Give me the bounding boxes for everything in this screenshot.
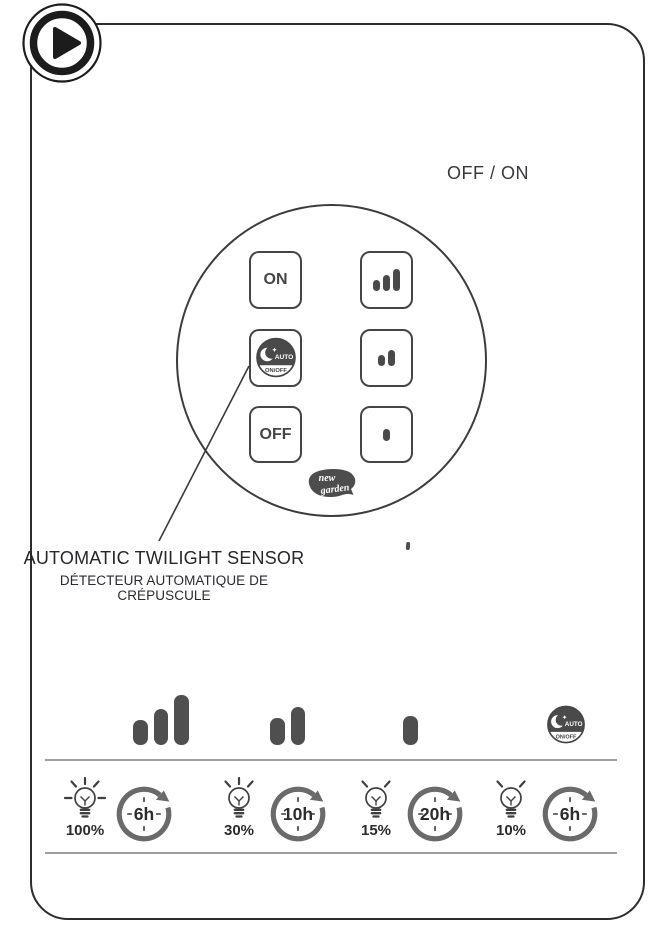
legend-signal-bars-1-icon <box>403 716 418 745</box>
timer-arrow-icon <box>266 782 330 846</box>
caption-subtitle: DÉTECTEUR AUTOMATIQUE DE CRÉPUSCULE <box>59 573 269 603</box>
legend-mode-1 <box>62 776 176 846</box>
signal-bars-2-icon <box>378 350 395 366</box>
svg-text:ON/OFF: ON/OFF <box>555 734 577 741</box>
duration-label: 6h <box>559 804 581 825</box>
auto-onoff-badge-icon <box>254 336 298 380</box>
divider <box>45 852 617 854</box>
badge-auto-label: AUTO <box>274 354 293 362</box>
remote-button-on[interactable] <box>249 251 302 309</box>
signal-bars-1-icon <box>383 429 390 441</box>
timer-arrow-icon <box>112 782 176 846</box>
remote-button-level-low[interactable] <box>360 406 413 463</box>
brightness-label: 100% <box>65 822 105 839</box>
remote-button-level-mid[interactable] <box>360 329 413 387</box>
play-icon <box>21 2 103 84</box>
caption <box>18 548 310 603</box>
duration-label: 10h <box>282 804 314 825</box>
play-button[interactable] <box>21 2 103 84</box>
legend-signal-bars-3-icon <box>133 695 189 745</box>
brightness-label: 30% <box>223 822 255 839</box>
legend-auto-onoff-badge-icon <box>545 704 587 746</box>
svg-text:AUTO: AUTO <box>564 721 583 729</box>
bulb-dim-icon <box>353 776 399 822</box>
signal-bars-3-icon <box>373 269 400 291</box>
duration-label: 6h <box>133 804 155 825</box>
remote-button-auto-twilight[interactable] <box>249 329 302 387</box>
divider <box>45 759 617 761</box>
off-button-label: OFF <box>259 425 292 443</box>
timer-arrow-icon <box>538 782 602 846</box>
brightness-label: 10% <box>495 822 527 839</box>
brightness-label: 15% <box>360 822 392 839</box>
legend-signal-bars-2-icon <box>270 707 305 745</box>
caption-title: AUTOMATIC TWILIGHT SENSOR <box>23 548 305 568</box>
bulb-bright-icon <box>62 776 108 822</box>
remote-button-level-high[interactable] <box>360 251 413 309</box>
bulb-medium-icon <box>216 776 262 822</box>
legend-mode-3 <box>353 776 467 846</box>
legend-mode-2 <box>216 776 330 846</box>
legend-mode-4 <box>488 776 602 846</box>
logo-line1: new <box>318 473 336 484</box>
off-on-label: OFF / ON <box>447 163 529 183</box>
duration-label: 20h <box>419 804 451 825</box>
bulb-dim-icon <box>488 776 534 822</box>
stray-mark <box>406 542 410 550</box>
remote-button-off[interactable] <box>249 406 302 463</box>
on-button-label: ON <box>263 271 288 288</box>
brand-logo <box>306 468 360 499</box>
timer-arrow-icon <box>403 782 467 846</box>
logo-line2: garden <box>320 482 351 497</box>
badge-onoff-label: ON/OFF <box>264 368 287 374</box>
